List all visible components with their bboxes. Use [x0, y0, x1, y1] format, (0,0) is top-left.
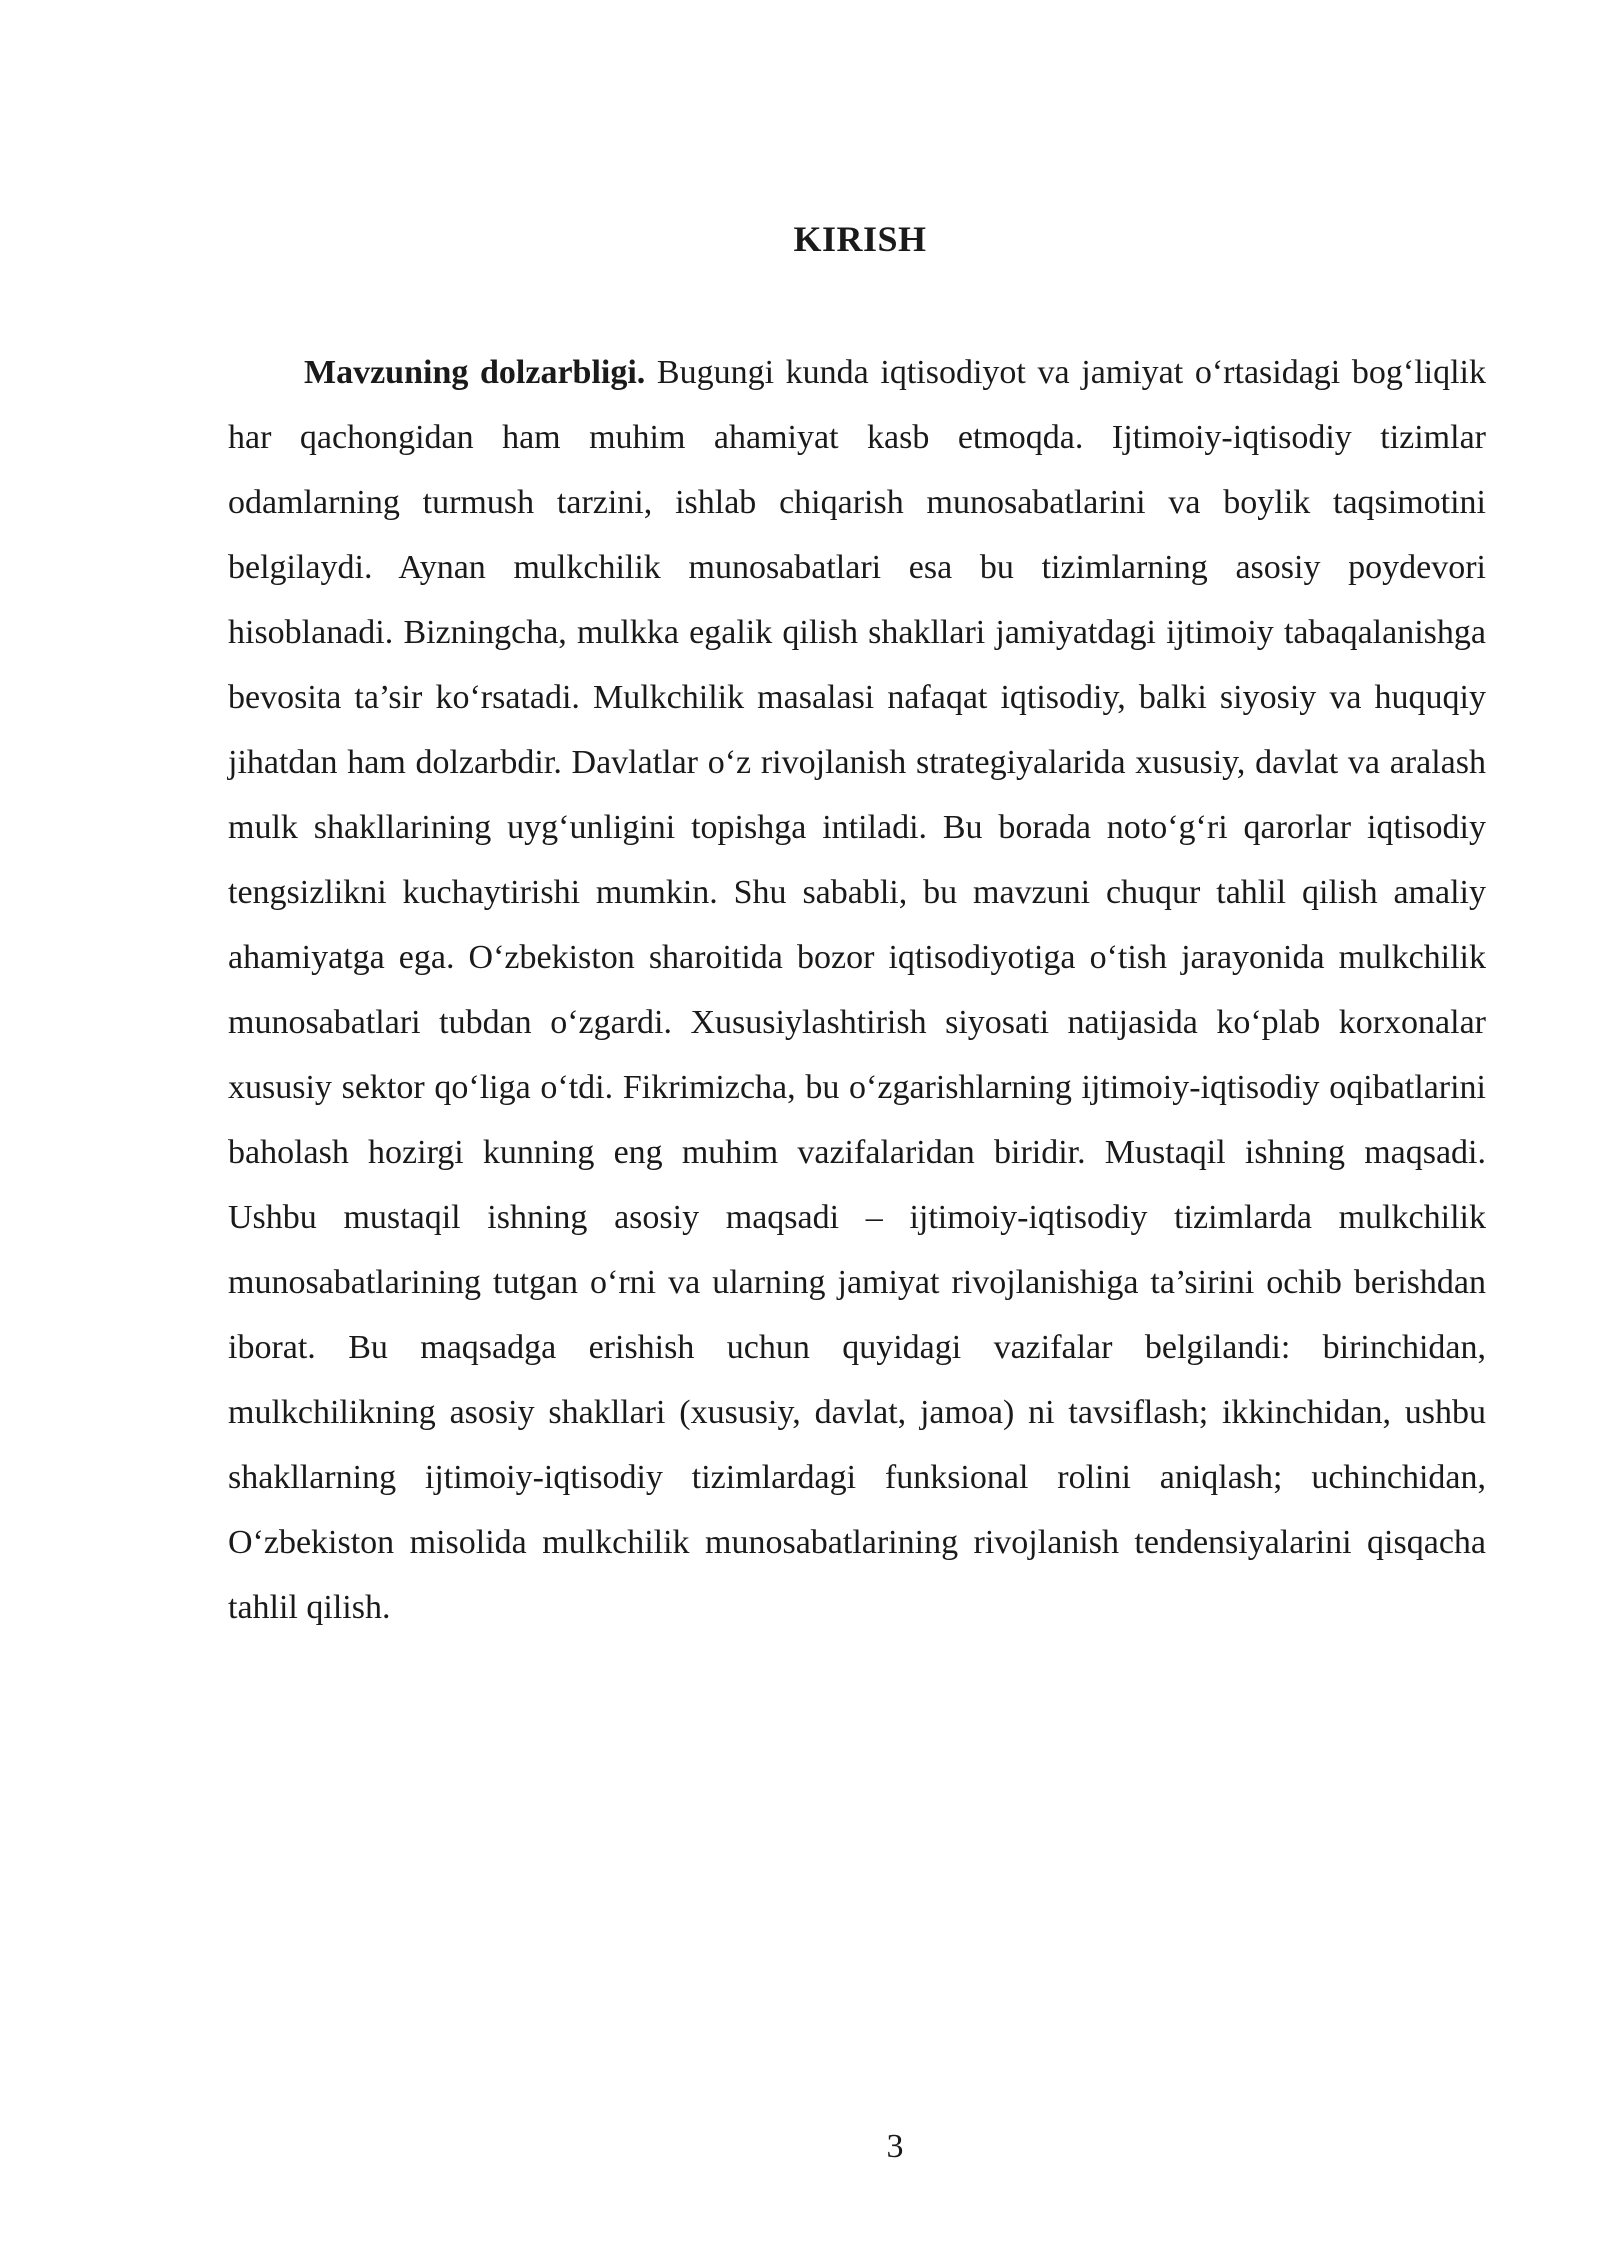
paragraph-text: Bugungi kunda iqtisodiyot va jamiyat o‘rtasidagi bog‘liqlik har qachongidan ham muhim ahamiyat kasb etmoqda. Ijtimoiy-iqtisodiy tizimlar odamlarning turmush tarzini, ishlab chiqarish munosabatlarini va boylik taqsimotini belgilaydi. Aynan mulkchilik munosabatlari esa bu tizimlarning asosiy poydevori hisoblanadi. Bizningcha, mulkka egalik qilish shakllari jamiyatdagi ijtimoiy tabaqalanishga bevosita ta’sir ko‘rsatadi. Mulkchilik masalasi nafaqat iqtisodiy, balki siyosiy va huquqiy jihatdan ham dolzarbdir. Davlatlar o‘z rivojlanish strategiyalarida xususiy, davlat va aralash mulk shakllarining uyg‘unligini topishga intiladi. Bu borada noto‘g‘ri qarorlar iqtisodiy tengsizlikni kuchaytirishi mumkin. Shu sababli, bu mavzuni chuqur tahlil qilish amaliy ahamiyatga ega. O‘zbekiston sharoitida bozor iqtisodiyotiga o‘tish jarayonida mulkchilik munosabatlari tubdan o‘zgardi. Xususiylashtirish siyosati natijasida ko‘plab korxonalar xususiy sektor qo‘liga o‘tdi. Fikrimizcha, bu o‘zgarishlarning ijtimoiy-iqtisodiy oqibatlarini baholash hozirgi kunning eng muhim vazifalaridan biridir. Mustaqil ishning maqsadi. Ushbu mustaqil ishning asosiy maqsadi – ijtimoiy-iqtisodiy tizimlarda mulkchilik munosabatlarining tutgan o‘rni va ularning jamiyat rivojlanishiga ta’sirini ochib berishdan iborat. Bu maqsadga erishish uchun quyidagi vazifalar belgilandi: birinchidan, mulkchilikning asosiy shakllari (xususiy, davlat, jamoa) ni tavsiflash; ikkinchidan, ushbu shakllarning ijtimoiy-iqtisodiy tizimlardagi funksional rolini aniqlash; uchinchidan, O‘zbekiston misolida mulkchilik munosabatlarining rivojlanish tendensiyalarini qisqacha tahlil qilish.	[228, 354, 1486, 1626]
paragraph-lead: Mavzuning dolzarbligi.	[304, 354, 646, 391]
body-paragraph	[228, 340, 1486, 1640]
page-number: 3	[886, 2128, 904, 2165]
page-title: KIRISH	[793, 219, 927, 259]
